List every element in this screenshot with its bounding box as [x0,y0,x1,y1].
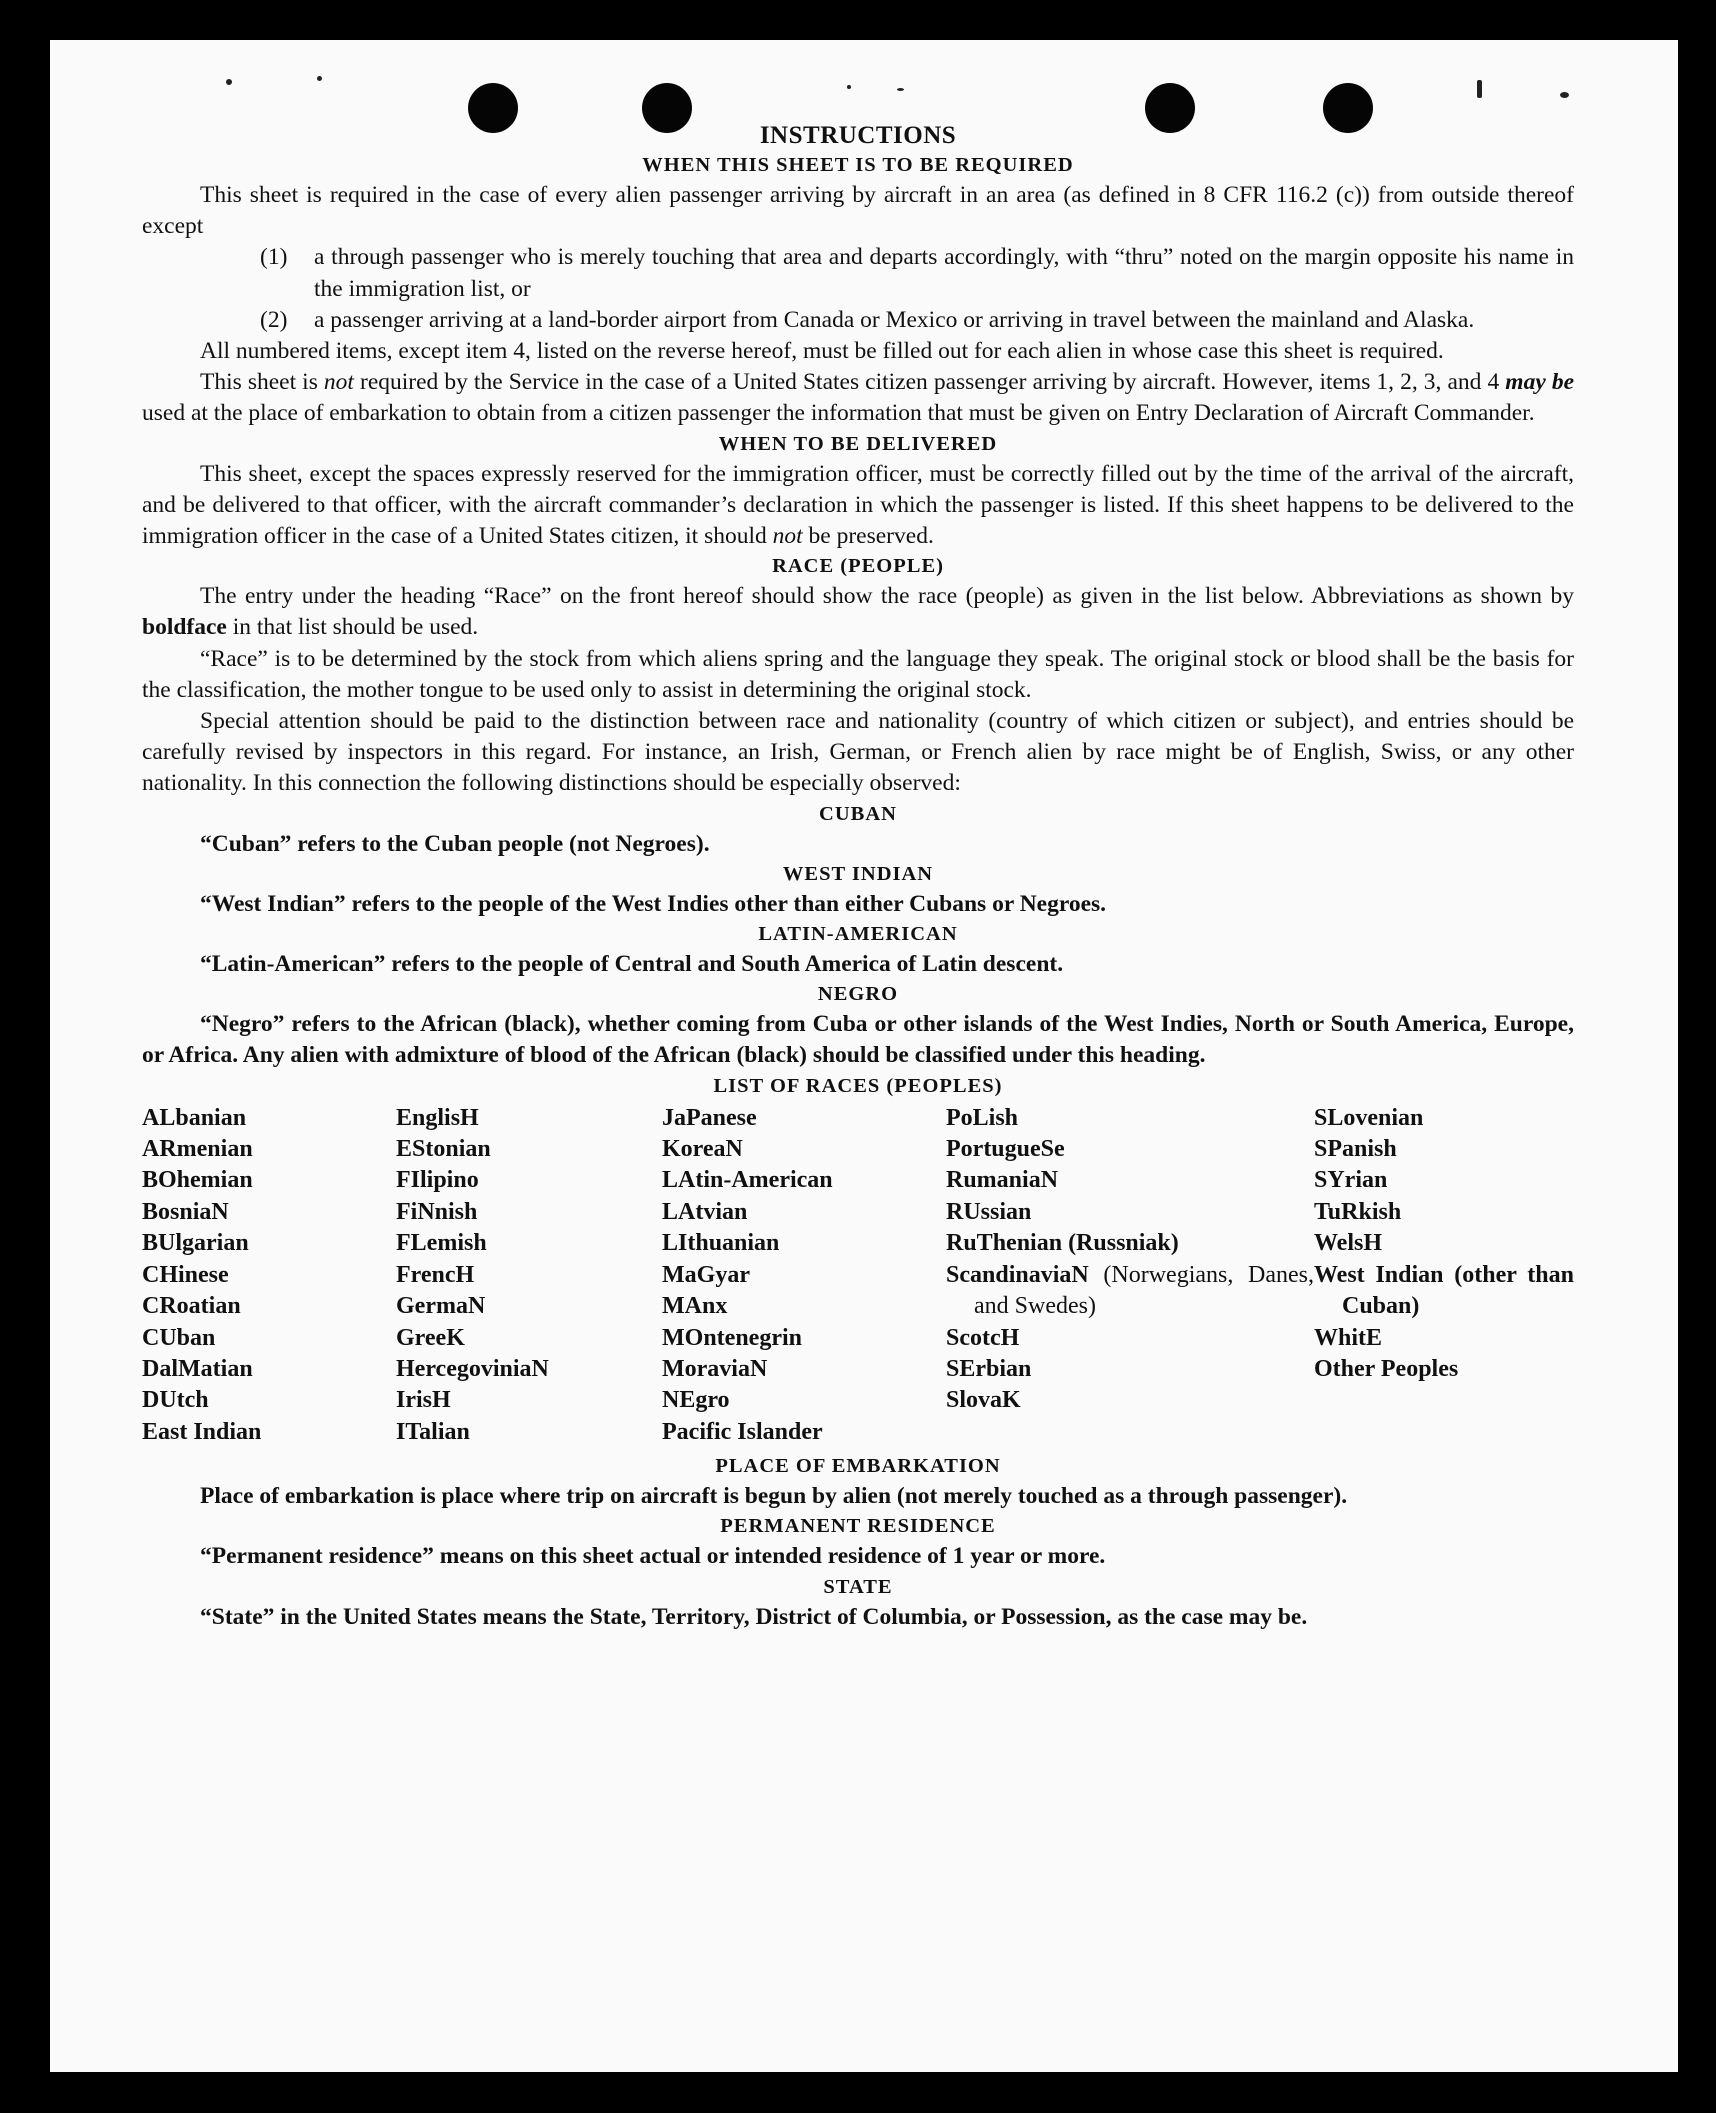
races-column-1 [142,1103,396,1448]
races-column-3 [662,1103,946,1448]
state-definition: “State” in the United States means the State, Territory, District of Columbia, or Possession, as the case may be. [200,1603,1308,1630]
race-item: CUban [142,1324,216,1351]
delivered-paragraph-emphasis: not [772,523,803,550]
race-item [946,1228,1314,1259]
race-item: FLemish [396,1230,487,1257]
race-item: Other Peoples [1314,1355,1459,1382]
exception-item-2 [142,305,1574,336]
race-item: FrencH [396,1261,475,1288]
speck [897,88,904,91]
race-item: LAtin-American [662,1167,833,1194]
race-item: SPanish [1314,1136,1397,1163]
race-item: CHinese [142,1261,229,1288]
race-item: MoraviaN [662,1355,768,1382]
race-paragraph-2: “Race” is to be determined by the stock from which aliens spring and the language they speak. The original stock or blood shall be the basis for the classification, the mother tongue to be used only to assist in determining the original stock. [142,645,1574,703]
races-column-4 [946,1103,1314,1448]
exception-item-1-text: a through passenger who is merely touching that area and departs accordingly, with “thru” noted on the margin opposite his name in the immigration list, or [314,244,1574,302]
races-list [142,1103,1574,1448]
race-item: FIlipino [396,1167,479,1194]
citizen-paragraph-part: required by the Service in the case of a United States citizen passenger arriving by aircraft. However, items 1, 2, 3, and 4 [353,369,1506,396]
race-item: CRoatian [142,1293,241,1320]
race-item: PoLish [946,1104,1019,1131]
latin-american-definition: “Latin-American” refers to the people of Central and South America of Latin descent. [200,951,1064,978]
races-column-5-top [1314,1103,1574,1260]
race-item: SYrian [1314,1167,1388,1194]
race-item: MAnx [662,1293,728,1320]
race-item: IrisH [396,1387,451,1414]
race-item: RUssian [946,1198,1032,1225]
race-item: MaGyar [662,1261,750,1288]
race-item: PortugueSe [946,1136,1065,1163]
race-item: Pacific Islander [662,1418,823,1445]
permanent-residence-definition: “Permanent residence” means on this sheet actual or intended residence of 1 year or more. [200,1543,1106,1570]
race-item: BOhemian [142,1167,253,1194]
speck [317,76,322,81]
race-item: SLovenian [1314,1104,1424,1131]
exception-item-1 [142,242,1574,304]
heading-negro: NEGRO [817,983,899,1006]
race-paragraph-part: in that list should be used. [226,614,479,641]
race-item: ScotcH [946,1324,1020,1351]
race-item: LAtvian [662,1198,748,1225]
races-column-5-bottom [1314,1323,1574,1386]
heading-when-required: WHEN THIS SHEET IS TO BE REQUIRED [642,154,1074,176]
citizen-paragraph-part: used at the place of embarkation to obtain from a citizen passenger the information that must be given on Entry Declaration of Aircraft Commander. [142,400,1535,427]
numbered-items-paragraph: All numbered items, except item 4, listed on the reverse hereof, must be filled out for each alien in whose case this sheet is required. [200,338,1444,365]
race-item: HercegoviniaN [396,1355,549,1382]
page-title: INSTRUCTIONS [759,122,957,149]
race-item: ALbanian [142,1104,247,1131]
heading-list-of-races: LIST OF RACES (PEOPLES) [713,1074,1003,1097]
heading-state: STATE [823,1575,893,1598]
place-of-embarkation-definition: Place of embarkation is place where trip on aircraft is begun by alien (not merely touched as a through passenger). [200,1483,1348,1510]
races-column-5 [1314,1103,1574,1448]
race-note: (Russniak) [1062,1230,1179,1257]
heading-race: RACE (PEOPLE) [772,555,944,578]
when-delivered-paragraph [142,459,1574,553]
speck [847,85,851,89]
cuban-definition: “Cuban” refers to the Cuban people (not Negroes). [200,830,710,857]
race-item: East Indian [142,1418,262,1445]
delivered-paragraph-part: This sheet, except the spaces expressly reserved for the immigration officer, must be correctly filled out by the time of the arrival of the aircraft, and be delivered to that officer, with the aircraft commander’s declaration in which the passenger is listed. If this sheet happens to be delivered to the immigration officer in the case of a United States citizen, it should [142,460,1574,550]
heading-place-of-embarkation: PLACE OF EMBARKATION [715,1455,1001,1478]
exception-item-2-text: a passenger arriving at a land-border airport from Canada or Mexico or arriving in travel between the mainland and Alaska. [314,306,1475,333]
citizen-paragraph-emphasis: not [323,369,354,396]
race-item: TuRkish [1314,1198,1402,1225]
race-paragraph-boldface: boldface [142,614,227,641]
instructions-content [142,121,1574,1633]
race-item: MOntenegrin [662,1324,802,1351]
speck [226,79,232,85]
race-item: BosniaN [142,1198,229,1225]
race-item: ITalian [396,1418,470,1445]
race-item: FiNnish [396,1198,478,1225]
race-name: ScandinaviaN [946,1261,1089,1288]
race-item: KoreaN [662,1136,743,1163]
race-item [946,1260,1314,1323]
race-paragraph-part: The entry under the heading “Race” on the front hereof should show the race (people) as given in the list below. Abbreviations as shown by [200,583,1574,610]
citizen-paragraph-emphasis: may be [1505,369,1574,396]
west-indian-definition: “West Indian” refers to the people of the West Indies other than either Cubans or Negroes. [200,890,1107,917]
race-item: EnglisH [396,1104,479,1131]
citizen-paragraph-part: This sheet is [200,369,324,396]
exception-item-1-number: (1) [260,244,288,271]
race-item: West Indian (other than Cuban) [1314,1261,1574,1320]
heading-when-delivered: WHEN TO BE DELIVERED [718,432,998,455]
document-page [50,40,1678,2072]
race-item: NEgro [662,1387,730,1414]
heading-cuban: CUBAN [819,802,897,825]
race-item: ARmenian [142,1136,253,1163]
speck [1560,92,1569,98]
race-name: RuThenian [946,1230,1063,1257]
race-item: RumaniaN [946,1167,1059,1194]
delivered-paragraph-part: be preserved. [802,523,934,550]
negro-definition: “Negro” refers to the African (black), whether coming from Cuba or other islands of the West Indies, North or South America, Europe, or Africa. Any alien with admixture of blood of the African (black) should be classified under this heading. [142,1011,1574,1069]
race-item: SErbian [946,1355,1032,1382]
race-item: GreeK [396,1324,465,1351]
race-item: DUtch [142,1387,209,1414]
heading-latin-american: LATIN-AMERICAN [758,923,958,946]
race-paragraph-3: Special attention should be paid to the distinction between race and nationality (country of which citizen or subject), and entries should be carefully revised by inspectors in this regard. For instance, an Irish, German, or French alien by race might be of English, Swiss, or any other nationality. In this connection the following distinctions should be especially observed: [142,708,1574,797]
race-item: EStonian [396,1136,491,1163]
race-item: LIthuanian [662,1230,780,1257]
race-paragraph-1 [142,581,1574,643]
race-item: SlovaK [946,1387,1021,1414]
when-required-intro: This sheet is required in the case of every alien passenger arriving by aircraft in an area (as defined in 8 CFR 116.2 (c)) from outside thereof except [142,182,1574,240]
race-item: GermaN [396,1293,486,1320]
race-item: WelsH [1314,1230,1383,1257]
race-note: (Norwegians, Danes, and Swedes) [974,1261,1314,1320]
race-item: BUlgarian [142,1230,249,1257]
race-item: JaPanese [662,1104,757,1131]
races-column-2 [396,1103,662,1448]
heading-permanent-residence: PERMANENT RESIDENCE [720,1515,996,1538]
speck [1477,80,1482,98]
races-column-4-top [946,1103,1314,1229]
races-column-4-bottom [946,1323,1314,1417]
race-item: DalMatian [142,1355,253,1382]
citizen-passenger-paragraph [142,367,1574,429]
race-item: WhitE [1314,1324,1383,1351]
heading-west-indian: WEST INDIAN [782,862,934,885]
exception-item-2-number: (2) [260,306,288,333]
